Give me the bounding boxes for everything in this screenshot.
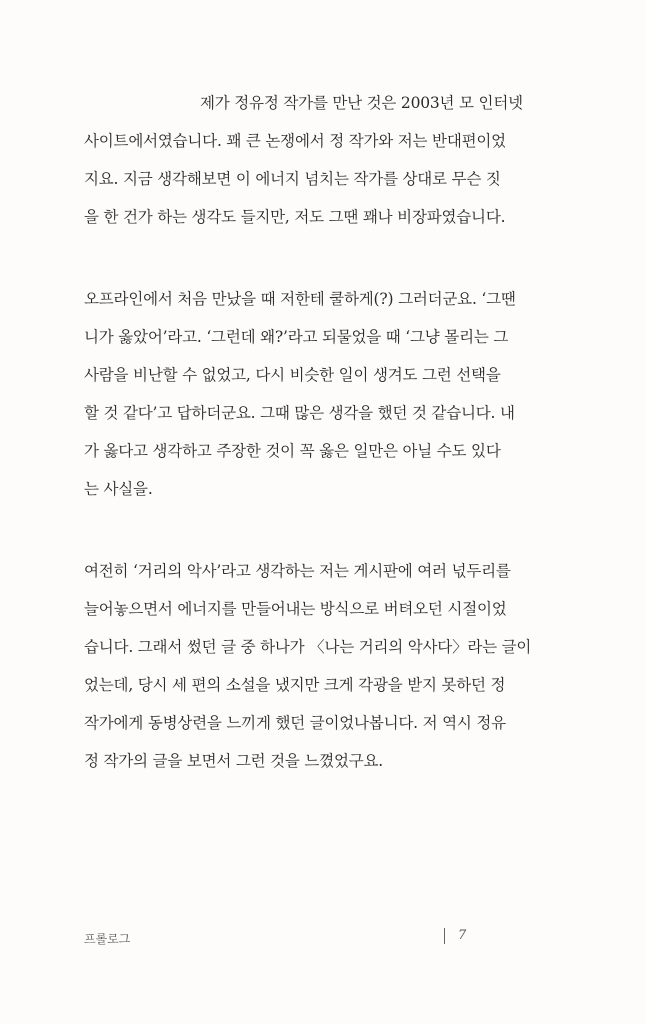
text-line: 여전히 ‘거리의 악사’라고 생각하는 저는 게시판에 여러 넋두리를 (84, 562, 511, 580)
text-line: 사이트에서였습니다. 꽤 큰 논쟁에서 정 작가와 저는 반대편이었 (84, 132, 506, 150)
text-line: 습니다. 그래서 썼던 글 중 하나가 〈나는 거리의 악사다〉라는 글이 (84, 638, 532, 656)
text-line: 지요. 지금 생각해보면 이 에너지 넘치는 작가를 상대로 무슨 짓 (84, 170, 501, 188)
text-line: 오프라인에서 처음 만났을 때 저한테 쿨하게(?) 그러더군요. ‘그땐 (84, 290, 516, 308)
text-line: 늘어놓으면서 에너지를 만들어내는 방식으로 버텨오던 시절이었 (84, 600, 507, 618)
paragraph-1 (84, 84, 570, 236)
text-line: 을 한 건가 하는 생각도 들지만, 저도 그땐 꽤나 비장파였습니다. (84, 208, 506, 226)
running-section-title: 프롤로그 (84, 932, 131, 946)
text-line: 사람을 비난할 수 없었고, 다시 비슷한 일이 생겨도 그런 선택을 (84, 366, 501, 384)
text-line: 가 옳다고 생각하고 주장한 것이 꼭 옳은 일만은 아닐 수도 있다 (84, 442, 501, 460)
paragraph-2 (84, 280, 570, 508)
page-footer (84, 928, 570, 952)
page-number: 7 (458, 928, 467, 943)
text-line: 니가 옳았어’라고. ‘그런데 왜?’라고 되물었을 때 ‘그냥 몰리는 그 (84, 328, 509, 346)
text-line: 는 사실을. (84, 480, 153, 498)
text-line: 할 것 같다’고 답하더군요. 그때 많은 생각을 했던 것 같습니다. 내 (84, 404, 515, 422)
text-line: 었는데, 당시 세 편의 소설을 냈지만 크게 각광을 받지 못하던 정 (84, 676, 506, 694)
footer-divider (444, 928, 445, 944)
body-text (84, 84, 570, 824)
text-line: 제가 정유정 작가를 만난 것은 2003년 모 인터넷 (200, 94, 523, 112)
text-line: 정 작가의 글을 보면서 그런 것을 느꼈었구요. (84, 752, 384, 770)
text-line: 작가에게 동병상련을 느끼게 했던 글이었나봅니다. 저 역시 정유 (84, 714, 506, 732)
paragraph-3 (84, 552, 570, 780)
